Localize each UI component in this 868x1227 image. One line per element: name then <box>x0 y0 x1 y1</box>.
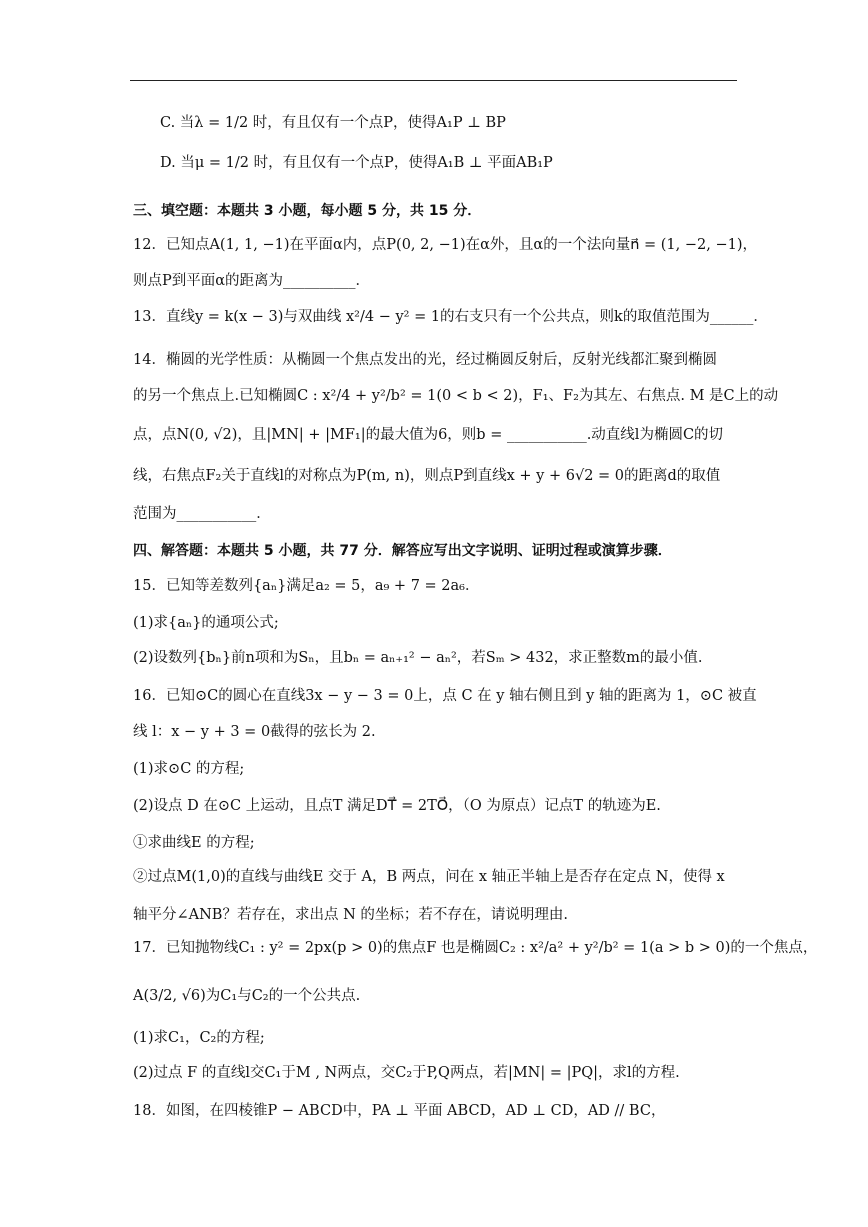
question-14-line-2: 的另一个焦点上.已知椭圆C : x²/4 + y²/b² = 1(0 < b < 2)，F₁、F₂为其左、右焦点. M 是C上的动 <box>133 388 779 404</box>
question-15-part-1: (1)求{aₙ}的通项公式; <box>133 615 279 631</box>
question-13: 13．直线y = k(x − 3)与双曲线 x²/4 − y² = 1的右支只有一个公共点，则k的取值范围为______． <box>133 309 768 325</box>
question-17-part-1: (1)求C₁，C₂的方程; <box>133 1030 265 1046</box>
section-heading-answers: 四、解答题：本题共 5 小题，共 77 分．解答应写出文字说明、证明过程或演算步骤． <box>133 543 672 559</box>
question-18: 18．如图，在四棱锥P − ABCD中，PA ⊥ 平面 ABCD，AD ⊥ CD，AD // BC， <box>133 1103 666 1119</box>
question-16-part-2: (2)设点 D 在⊙C 上运动，且点T 满足DT⃗ = 2TO⃗，（O 为原点）记点T 的轨迹为E. <box>133 798 661 814</box>
section-heading-fill-in: 三、填空题：本题共 3 小题，每小题 5 分，共 15 分． <box>133 203 482 219</box>
question-16-part-2-ii: ②过点M(1,0)的直线与曲线E 交于 A，B 两点，问在 x 轴正半轴上是否存在定点 N，使得 x <box>133 869 725 885</box>
question-12-line-2: 则点P到平面α的距离为__________． <box>133 273 371 289</box>
question-15-part-2: (2)设数列{bₙ}前n项和为Sₙ，且bₙ = aₙ₊₁² − aₙ²，若Sₘ > 432，求正整数m的最小值. <box>133 650 703 666</box>
question-15: 15．已知等差数列{aₙ}满足a₂ = 5，a₉ + 7 = 2a₆． <box>133 578 480 594</box>
option-d: D. 当μ = 1/2 时，有且仅有一个点P，使得A₁B ⊥ 平面AB₁P <box>160 155 553 171</box>
question-14-line-5: 范围为___________． <box>133 506 271 522</box>
question-16-line-2: 线 l：x − y + 3 = 0截得的弦长为 2. <box>133 724 376 740</box>
question-17-line-1: 17．已知抛物线C₁ : y² = 2px(p > 0)的焦点F 也是椭圆C₂ : x²/a² + y²/b² = 1(a > b > 0)的一个焦点， <box>133 940 818 956</box>
question-12-line-1: 12．已知点A(1, 1, −1)在平面α内，点P(0, 2, −1)在α外，且α的一个法向量n⃗ = (1, −2, −1)， <box>133 237 757 253</box>
question-17-part-2: (2)过点 F 的直线l交C₁于M , N两点，交C₂于P,Q两点，若|MN| = |PQ|，求l的方程. <box>133 1065 680 1081</box>
option-c: C. 当λ = 1/2 时，有且仅有一个点P，使得A₁P ⊥ BP <box>160 115 506 131</box>
question-16-part-2-ii-cont: 轴平分∠ANB？若存在，求出点 N 的坐标；若不存在，请说明理由. <box>133 907 568 923</box>
header-rule <box>130 80 737 81</box>
question-14-line-4: 线，右焦点F₂关于直线l的对称点为P(m, n)，则点P到直线x + y + 6√2 = 0的距离d的取值 <box>133 468 721 484</box>
question-14-line-3: 点，点N(0, √2)，且|MN| + |MF₁|的最大值为6，则b = ___________.动直线l为椭圆C的切 <box>133 427 724 443</box>
question-16-line-1: 16．已知⊙C的圆心在直线3x − y − 3 = 0上，点 C 在 y 轴右侧且到 y 轴的距离为 1，⊙C 被直 <box>133 688 757 704</box>
question-16-part-1: (1)求⊙C 的方程; <box>133 761 245 777</box>
question-16-part-2-i: ①求曲线E 的方程; <box>133 835 255 851</box>
question-14-line-1: 14．椭圆的光学性质：从椭圆一个焦点发出的光，经过椭圆反射后，反射光线都汇聚到椭圆 <box>133 352 717 368</box>
question-17-line-2: A(3/2, √6)为C₁与C₂的一个公共点. <box>133 988 361 1004</box>
